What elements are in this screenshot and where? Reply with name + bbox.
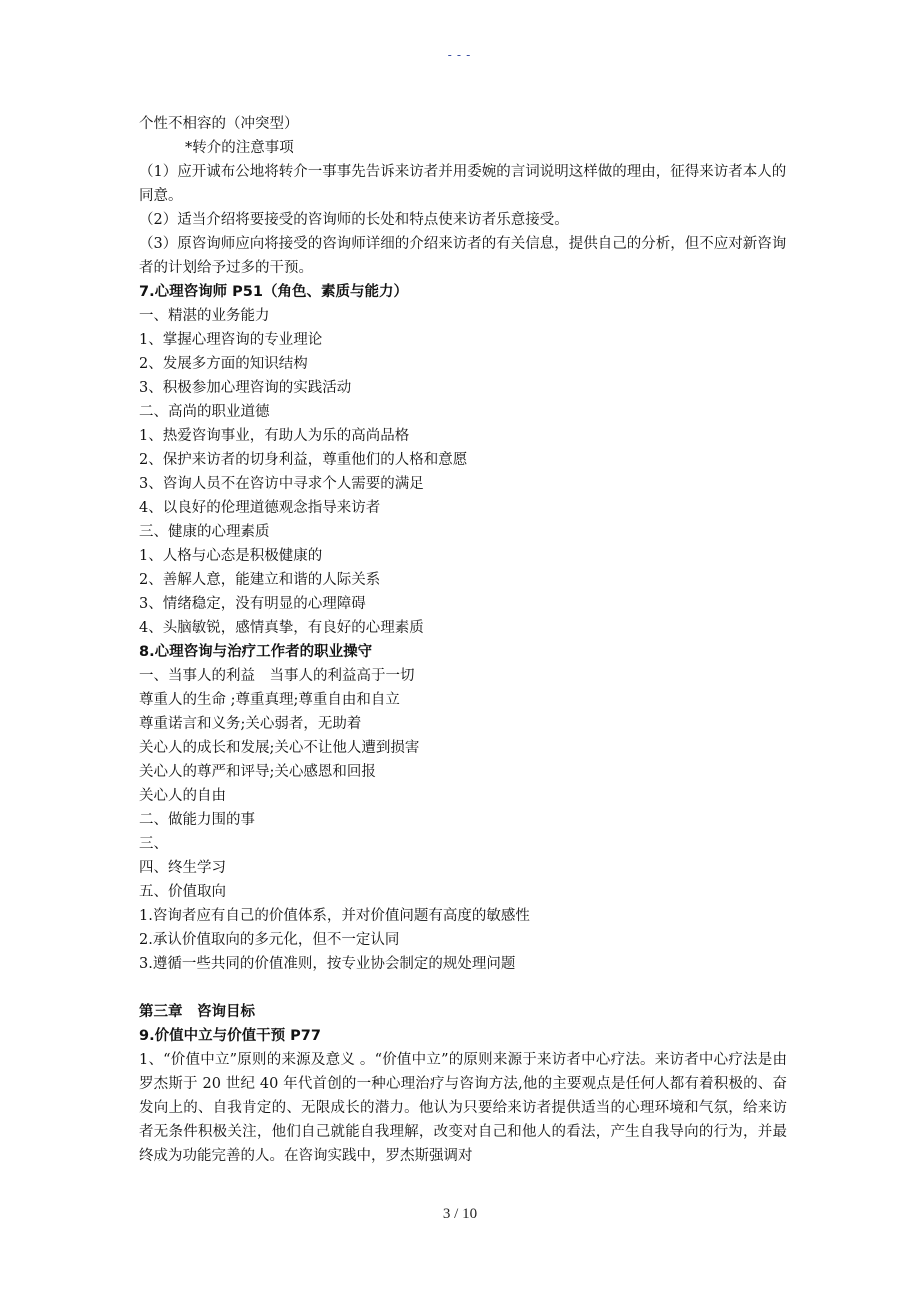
list-item: 关心人的尊严和评导;关心感恩和回报 — [139, 764, 376, 780]
list-item: 3、积极参加心理咨询的实践活动 — [139, 380, 352, 396]
note-item-3: （3）原咨询师应向将接受的咨询师详细的介绍来访者的有关信息，提供自己的分析，但不应对新咨询者的计划给予过多的干预。 — [139, 236, 787, 276]
list-item: 2、保护来访者的切身利益，尊重他们的人格和意愿 — [139, 452, 468, 468]
note-item-2: （2）适当介绍将要接受的咨询师的长处和特点使来访者乐意接受。 — [139, 212, 569, 228]
list-item: 1.咨询者应有自己的价值体系，并对价值问题有高度的敏感性 — [139, 908, 530, 924]
note-item-1: （1）应开诚布公地将转介一事事先告诉来访者并用委婉的言词说明这样做的理由，征得来访者本人的同意。 — [139, 164, 787, 204]
list-item: 2、善解人意，能建立和谐的人际关系 — [139, 572, 381, 588]
list-item: 1、掌握心理咨询的专业理论 — [139, 332, 323, 348]
body-paragraph: 1、“价值中立”原则的来源及意义 。“价值中立”的原则来源于来访者中心疗法。来访者中心疗法是由罗杰斯于 20 世纪 40 年代首创的一种心理治疗与咨询方法,他的主要观点是任何人都有着积极的、奋发向上的、自我肯定的、无限成长的潜力。他认为只要给来访者提供适当的心理环境和气氛，给来访者无条件积极关注，他们自己就能自我理解，改变对自己和他人的看法，产生自我导向的行为，并最终成为功能完善的人。在咨询实践中，罗杰斯强调对 — [139, 1052, 787, 1164]
subheading: 一、精湛的业务能力 — [139, 308, 270, 324]
page-number: 3 / 10 — [442, 1206, 478, 1222]
section-heading-8: 8.心理咨询与治疗工作者的职业操守 — [139, 644, 373, 660]
list-item: 尊重诺言和义务;关心弱者，无助着 — [139, 716, 362, 732]
subheading: 三、 — [139, 836, 168, 852]
subheading: 二、做能力围的事 — [139, 812, 255, 828]
subheading: 三、健康的心理素质 — [139, 524, 270, 540]
document-body — [139, 112, 787, 1168]
list-item: 4、头脑敏锐，感情真挚，有良好的心理素质 — [139, 620, 424, 636]
header-mark: --- — [446, 48, 474, 62]
list-item: 2.承认价值取向的多元化，但不一定认同 — [139, 932, 400, 948]
subheading: 五、价值取向 — [139, 884, 226, 900]
subheading: 四、终生学习 — [139, 860, 226, 876]
list-item: 尊重人的生命 ;尊重真理;尊重自由和自立 — [139, 692, 400, 708]
list-item: 3、咨询人员不在咨访中寻求个人需要的满足 — [139, 476, 424, 492]
section-heading-9: 9.价值中立与价值干预 P77 — [139, 1028, 321, 1044]
list-item: 关心人的自由 — [139, 788, 226, 804]
chapter-heading: 第三章 咨询目标 — [139, 1004, 255, 1020]
note-heading: *转介的注意事项 — [185, 140, 294, 156]
list-item: 2、发展多方面的知识结构 — [139, 356, 308, 372]
list-item: 3.遵循一些共同的价值准则，按专业协会制定的规处理问题 — [139, 956, 516, 972]
list-item: 3、情绪稳定，没有明显的心理障碍 — [139, 596, 366, 612]
text-line: 个性不相容的（冲突型） — [139, 116, 299, 132]
list-item: 关心人的成长和发展;关心不让他人遭到损害 — [139, 740, 420, 756]
subheading: 一、当事人的利益 当事人的利益高于一切 — [139, 668, 415, 684]
subheading: 二、高尚的职业道德 — [139, 404, 270, 420]
section-heading-7: 7.心理咨询师 P51（角色、素质与能力） — [139, 284, 408, 300]
list-item: 1、人格与心态是积极健康的 — [139, 548, 323, 564]
list-item: 4、以良好的伦理道德观念指导来访者 — [139, 500, 381, 516]
list-item: 1、热爱咨询事业，有助人为乐的高尚品格 — [139, 428, 410, 444]
spacer — [139, 976, 787, 1000]
